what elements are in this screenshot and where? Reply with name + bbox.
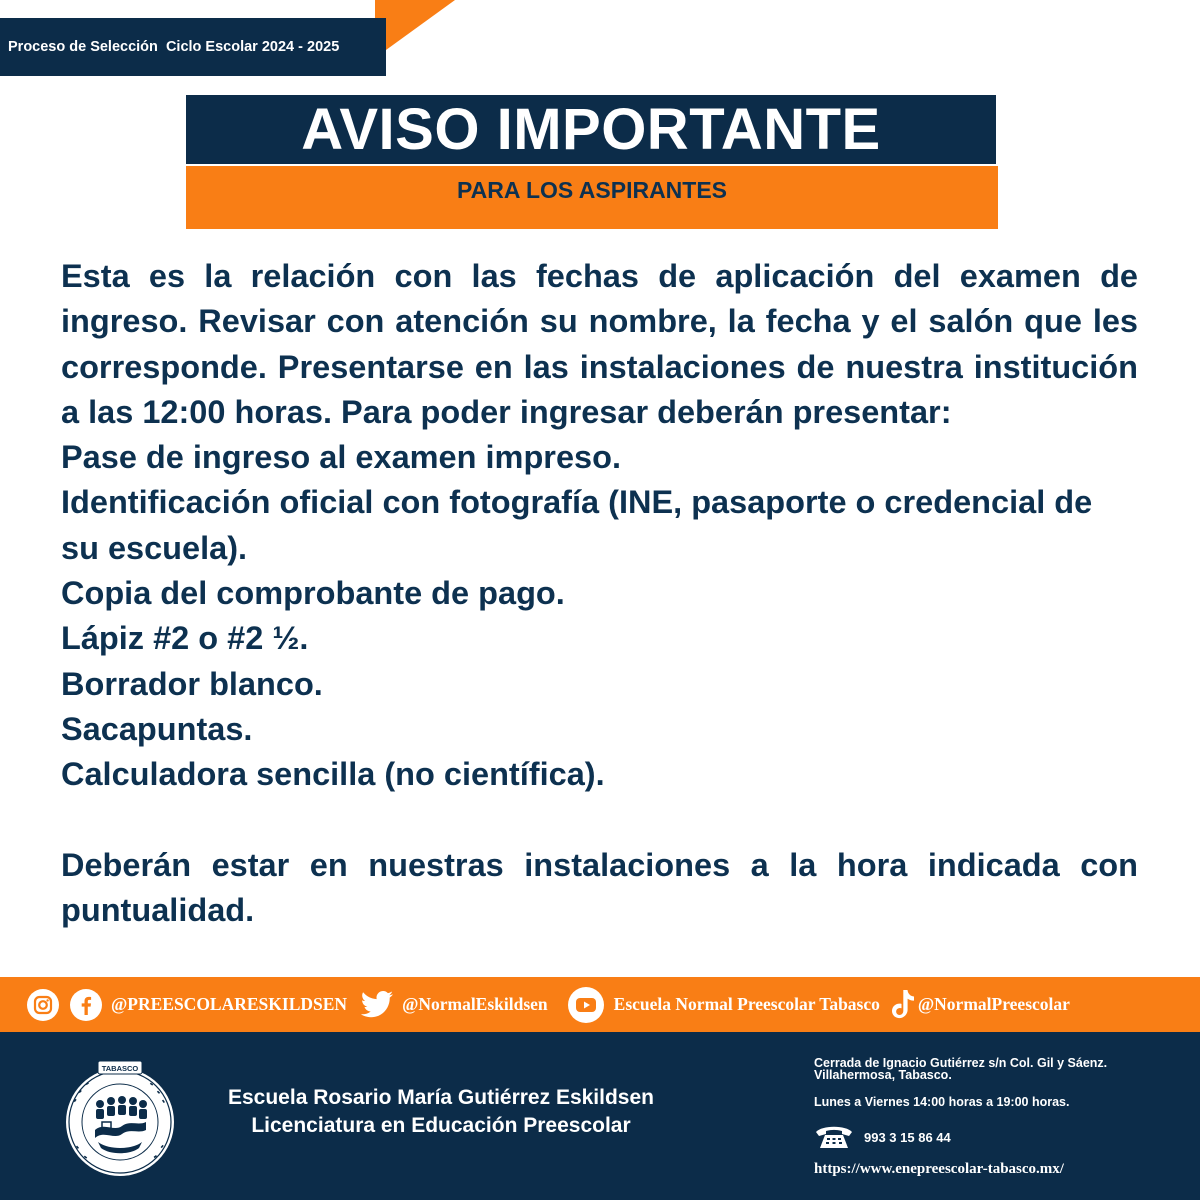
selection-process-tab xyxy=(0,18,386,76)
subtitle-banner xyxy=(186,166,998,229)
footer xyxy=(0,1032,1200,1200)
school-logo xyxy=(62,1060,178,1178)
requirement-item: Lápiz #2 o #2 ½. xyxy=(61,620,309,657)
school-name: Escuela Rosario María Gutiérrez Eskildsen xyxy=(227,1086,654,1109)
selection-process-label: Proceso de Selección Ciclo Escolar 2024 - 2025 xyxy=(8,39,340,55)
program-name: Licenciatura en Educación Preescolar xyxy=(251,1114,631,1137)
twitter-icon[interactable] xyxy=(360,990,394,1020)
contact-info xyxy=(814,1057,1194,1178)
youtube-icon[interactable] xyxy=(567,986,605,1024)
phone-number[interactable]: 993 3 15 86 44 xyxy=(864,1129,951,1145)
facebook-handle[interactable]: @PREESCOLARESKILDSEN xyxy=(111,994,348,1014)
page-subtitle: PARA LOS ASPIRANTES xyxy=(456,177,728,203)
title-banner xyxy=(186,95,996,164)
page-title: AVISO IMPORTANTE xyxy=(301,97,881,162)
address-line-2: Villahermosa, Tabasco. xyxy=(814,1068,952,1082)
office-hours: Lunes a Viernes 14:00 horas a 19:00 horas. xyxy=(814,1095,1070,1109)
school-info xyxy=(186,1084,696,1140)
notice-body xyxy=(61,254,1138,933)
closing-paragraph: Deberán estar en nuestras instalaciones a la hora indicada con puntualidad. xyxy=(61,846,1138,928)
requirement-item: Sacapuntas. xyxy=(61,710,253,747)
twitter-handle[interactable]: @NormalEskildsen xyxy=(402,994,548,1014)
requirement-item: Copia del comprobante de pago. xyxy=(61,575,565,612)
facebook-icon[interactable] xyxy=(69,988,103,1022)
phone-icon xyxy=(814,1125,854,1149)
requirement-item: Calculadora sencilla (no científica). xyxy=(61,756,605,793)
tiktok-handle[interactable]: @NormalPreescolar xyxy=(917,994,1070,1014)
tiktok-icon[interactable] xyxy=(890,989,916,1021)
requirement-item: Borrador blanco. xyxy=(61,665,323,702)
youtube-channel[interactable]: Escuela Normal Preescolar Tabasco xyxy=(613,994,880,1014)
social-media-bar xyxy=(0,977,1200,1032)
requirement-item: Identificación oficial con fotografía (INE, pasaporte o credencial de su escuela). xyxy=(61,484,1093,566)
logo-text: TABASCO xyxy=(101,1064,139,1073)
instagram-icon[interactable] xyxy=(26,988,60,1022)
phone-row xyxy=(814,1125,1194,1149)
requirements-list xyxy=(61,435,1138,797)
intro-paragraph: Esta es la relación con las fechas de aplicación del examen de ingreso. Revisar con atención su nombre, la fecha y el salón que les corresponde. Presentarse en las instalaciones de nuestra institución a las 12:00 horas. Para poder ingresar deberán presentar: xyxy=(61,258,1138,430)
address-line-1: Cerrada de Ignacio Gutiérrez s/n Col. Gil y Sáenz. xyxy=(814,1056,1108,1070)
website-link[interactable]: https://www.enepreescolar-tabasco.mx/ xyxy=(814,1161,1064,1177)
requirement-item: Pase de ingreso al examen impreso. xyxy=(61,439,621,476)
